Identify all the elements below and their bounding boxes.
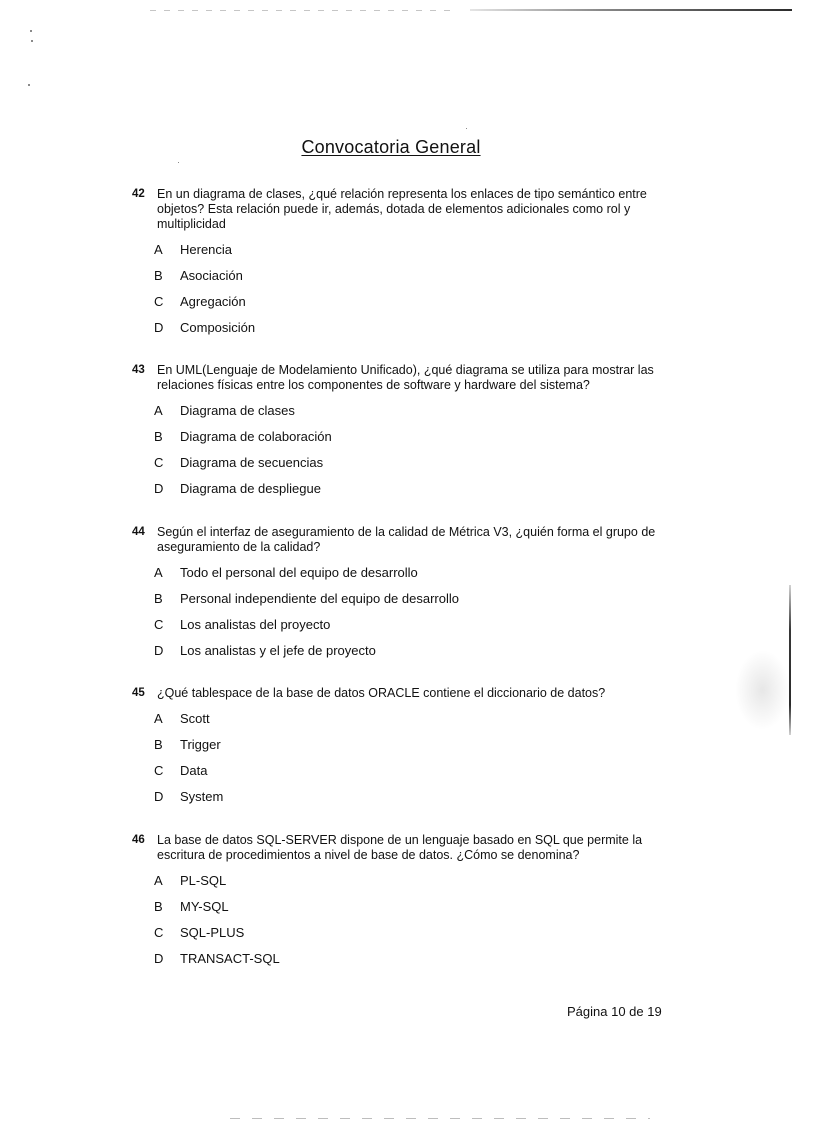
option-text: Asociación xyxy=(180,268,243,283)
option-letter: D xyxy=(154,951,164,966)
question-text: La base de datos SQL-SERVER dispone de un lenguaje basado en SQL que permite la escritura de procedimientos a nivel de base de datos. ¿Cómo se denomina? xyxy=(157,833,643,862)
option-text: TRANSACT-SQL xyxy=(180,951,280,966)
answer-options xyxy=(154,242,692,346)
option-text: Los analistas y el jefe de proyecto xyxy=(180,643,376,658)
answer-option-d xyxy=(154,951,692,977)
page-number: Página 10 de 19 xyxy=(567,1004,662,1019)
option-text: Personal independiente del equipo de desarrollo xyxy=(180,591,459,606)
option-letter: B xyxy=(154,899,163,914)
option-text: Los analistas del proyecto xyxy=(180,617,331,632)
option-text: System xyxy=(180,789,224,804)
answer-option-c xyxy=(154,925,692,951)
question-number: 46 xyxy=(132,834,145,846)
option-text: Diagrama de despliegue xyxy=(180,481,321,496)
option-letter: B xyxy=(154,429,163,444)
option-letter: C xyxy=(154,455,164,470)
scan-rule-top xyxy=(470,9,792,11)
option-text: Trigger xyxy=(180,737,221,752)
option-letter: A xyxy=(154,403,163,418)
option-text: SQL-PLUS xyxy=(180,925,245,940)
answer-option-a xyxy=(154,403,692,429)
option-text: PL-SQL xyxy=(180,873,227,888)
answer-options xyxy=(154,565,692,669)
answer-option-b xyxy=(154,268,692,294)
answer-option-c xyxy=(154,763,692,789)
question-text: ¿Qué tablespace de la base de datos ORACLE contiene el diccionario de datos? xyxy=(157,686,606,700)
question-43 xyxy=(132,363,692,507)
answer-option-a xyxy=(154,873,692,899)
option-letter: A xyxy=(154,565,163,580)
option-text: Diagrama de colaboración xyxy=(180,429,332,444)
option-text: Agregación xyxy=(180,294,246,309)
answer-option-d xyxy=(154,320,692,346)
option-letter: D xyxy=(154,789,164,804)
option-letter: A xyxy=(154,242,163,257)
option-letter: A xyxy=(154,873,163,888)
answer-option-c xyxy=(154,617,692,643)
scan-speck xyxy=(30,30,32,32)
answer-options xyxy=(154,711,692,815)
question-text: En un diagrama de clases, ¿qué relación representa los enlaces de tipo semántico entre objetos? Esta relación puede ir, además, dotada de elementos adicionales como rol y multiplicidad xyxy=(157,187,647,231)
option-letter: C xyxy=(154,925,164,940)
option-letter: B xyxy=(154,591,163,606)
answer-option-b xyxy=(154,429,692,455)
answer-option-b xyxy=(154,591,692,617)
question-46 xyxy=(132,833,692,977)
answer-option-b xyxy=(154,737,692,763)
option-letter: D xyxy=(154,320,164,335)
option-letter: C xyxy=(154,617,164,632)
option-text: Scott xyxy=(180,711,210,726)
answer-option-a xyxy=(154,242,692,268)
option-letter: B xyxy=(154,737,163,752)
question-text: En UML(Lenguaje de Modelamiento Unificado), ¿qué diagrama se utiliza para mostrar las relaciones físicas entre los componentes de software y hardware del sistema? xyxy=(157,363,654,392)
question-number: 42 xyxy=(132,188,145,200)
question-number: 45 xyxy=(132,687,145,699)
scan-smudge xyxy=(735,650,790,730)
option-text: Diagrama de secuencias xyxy=(180,455,324,470)
option-text: Herencia xyxy=(180,242,233,257)
scan-speck xyxy=(31,40,33,42)
question-text: Según el interfaz de aseguramiento de la calidad de Métrica V3, ¿quién forma el grupo de aseguramiento de la calidad? xyxy=(157,525,656,554)
answer-option-d xyxy=(154,481,692,507)
scan-rule-bottom xyxy=(230,1118,650,1119)
question-number: 43 xyxy=(132,364,145,376)
option-text: MY-SQL xyxy=(180,899,229,914)
scan-speck xyxy=(28,84,30,86)
option-letter: D xyxy=(154,643,164,658)
answer-option-c xyxy=(154,455,692,481)
question-42 xyxy=(132,187,692,346)
question-44 xyxy=(132,525,692,669)
answer-option-c xyxy=(154,294,692,320)
option-text: Data xyxy=(180,763,208,778)
question-number: 44 xyxy=(132,526,145,538)
option-letter: C xyxy=(154,294,164,309)
answer-option-a xyxy=(154,565,692,591)
answer-options xyxy=(154,873,692,977)
answer-option-d xyxy=(154,643,692,669)
answer-options xyxy=(154,403,692,507)
option-text: Composición xyxy=(180,320,256,335)
question-45 xyxy=(132,686,692,815)
option-text: Diagrama de clases xyxy=(180,403,295,418)
scan-speck xyxy=(466,128,467,129)
option-letter: A xyxy=(154,711,163,726)
option-letter: C xyxy=(154,763,164,778)
answer-option-a xyxy=(154,711,692,737)
scan-speck xyxy=(178,162,179,163)
option-letter: B xyxy=(154,268,163,283)
answer-option-b xyxy=(154,899,692,925)
answer-option-d xyxy=(154,789,692,815)
document-title: Convocatoria General xyxy=(301,137,481,157)
scan-rule-left xyxy=(150,10,450,11)
option-text: Todo el personal del equipo de desarrollo xyxy=(180,565,418,580)
option-letter: D xyxy=(154,481,164,496)
